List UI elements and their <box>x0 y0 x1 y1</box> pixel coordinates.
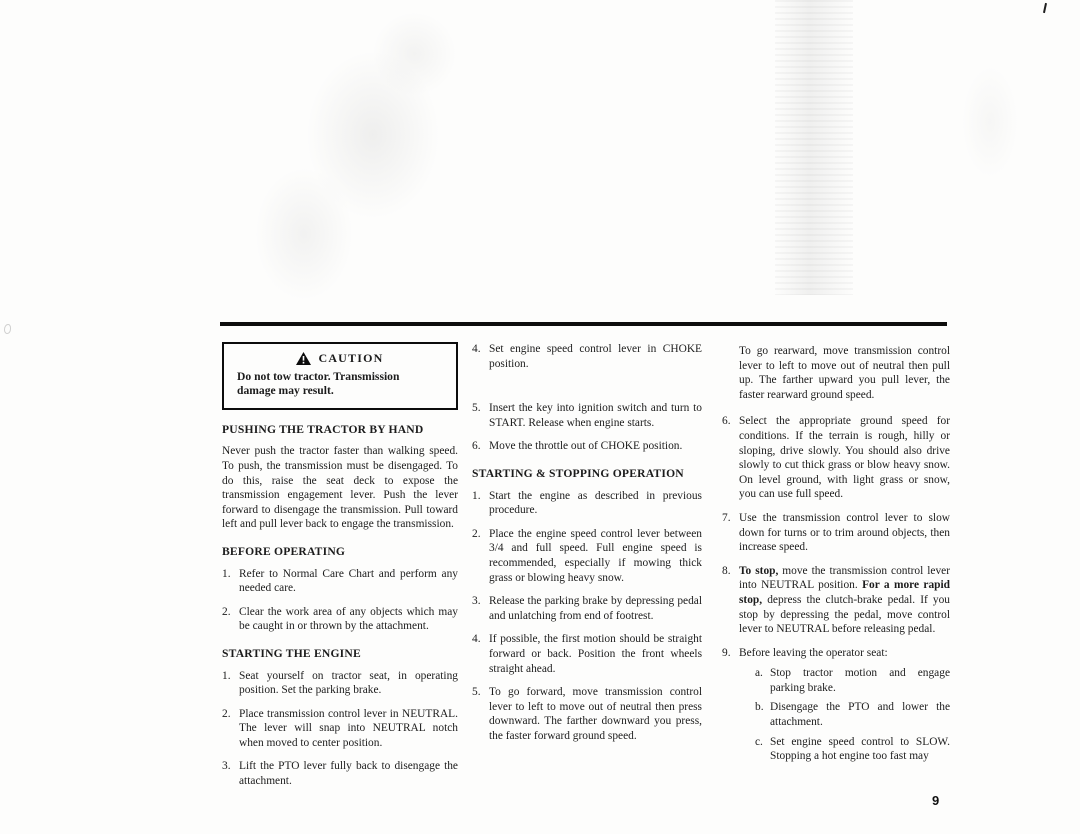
item-text: Insert the key into ignition switch and turn to START. Release when engine starts. <box>489 402 702 429</box>
list-item <box>222 669 458 698</box>
item-text: If possible, the first motion should be straight forward or back. Position the front wheels straight ahead. <box>489 633 702 675</box>
item-text: To go forward, move transmission control lever to left to move out of neutral then press downward. The farther downward you press, the faster forward ground speed. <box>489 686 702 742</box>
item-text <box>739 565 950 635</box>
item-text: Select the appropriate ground speed for conditions. If the terrain is rough, hilly or sloping, drive slowly. You should also drive slowly to cut thick grass or blow heavy snow. On level ground, with light grass or snow, you can use full speed. <box>739 415 950 501</box>
section-heading-before-operating: BEFORE OPERATING <box>222 544 346 558</box>
item-number: 4. <box>472 343 481 355</box>
list-item <box>222 605 458 634</box>
list-item <box>222 759 458 788</box>
caution-title-row <box>237 351 443 366</box>
page-number: 9 <box>932 793 940 808</box>
item-text: Set engine speed control to SLOW. Stopping a hot engine too fast may <box>770 735 950 763</box>
list-item <box>472 685 702 743</box>
list-item <box>722 511 950 555</box>
item-number: 4. <box>472 633 481 646</box>
section-heading-starting-engine: STARTING THE ENGINE <box>222 646 361 660</box>
item-text: Set engine speed control lever in CHOKE position. <box>489 343 702 370</box>
rearward-paragraph: To go rearward, move transmission control lever to left to move out of neutral then pull up. The farther upward you pull lever, the faster rearward ground speed. <box>739 345 950 401</box>
item-text: Seat yourself on tractor seat, in operating position. Set the parking brake. <box>239 669 458 697</box>
item-text: Before leaving the operator seat: <box>739 646 888 659</box>
item-number: 1. <box>222 567 231 580</box>
scan-artifact-right-streak <box>950 50 1030 230</box>
caution-line-2: damage may result. <box>237 384 334 398</box>
item-number: 7. <box>722 511 731 524</box>
list-item <box>222 567 458 596</box>
list-item <box>472 489 702 518</box>
caution-text <box>237 370 443 399</box>
list-item <box>722 564 950 637</box>
item-text: Clear the work area of any objects which may be caught in or thrown by the attachment. <box>239 605 458 633</box>
list-item <box>472 527 702 585</box>
scan-artifact-top-center <box>235 0 465 300</box>
item-letter: c. <box>755 735 763 748</box>
column-right <box>722 344 950 770</box>
item-text: Place transmission control lever in NEUTRAL. The lever will snap into NEUTRAL notch when moved to center position. <box>239 707 458 749</box>
section-heading-pushing-tractor: PUSHING THE TRACTOR BY HAND <box>222 422 424 436</box>
list-item <box>472 594 702 623</box>
pushing-tractor-paragraph: Never push the tractor faster than walking speed. To push, the transmission must be disengaged. To do this, raise the seat deck to expose the transmission engagement lever. Push the lever forward to disengage the transmission. Pull toward left and pull lever back to engage the transmission. <box>222 445 458 531</box>
item-number: 3. <box>222 760 231 773</box>
sub-list <box>755 666 950 764</box>
item-text: Start the engine as described in previous procedure. <box>489 489 702 517</box>
item-text: Refer to Normal Care Chart and perform any needed care. <box>239 567 458 595</box>
item-text: Disengage the PTO and lower the attachment. <box>770 701 950 729</box>
list-item <box>722 414 950 502</box>
item-text-bold: For a more rapid stop, <box>739 579 950 606</box>
list-item <box>472 439 702 454</box>
item-text-segment: depress the clutch-brake pedal. If you stop by depressing the pedal, move control lever to NEUTRAL before releasing pedal. <box>739 593 950 636</box>
column-middle <box>472 342 702 752</box>
item-text: Release the parking brake by depressing pedal and unlatching from end of footrest. <box>489 595 702 622</box>
warning-icon <box>296 352 311 365</box>
item-number: 6. <box>472 440 481 453</box>
item-number: 5. <box>472 686 481 699</box>
caution-box <box>222 342 458 410</box>
item-text: Use the transmission control lever to slow down for turns or to trim around objects, then increase speed. <box>739 511 950 554</box>
caution-line-1: Do not tow tractor. Transmission <box>237 369 400 383</box>
item-text: Lift the PTO lever fully back to disengage the attachment. <box>239 760 458 788</box>
item-number: 5. <box>472 402 481 415</box>
column-left <box>222 342 458 798</box>
item-number: 2. <box>222 605 231 618</box>
item-number: 2. <box>472 527 481 540</box>
sub-list-item <box>755 700 950 729</box>
item-number: 3. <box>472 595 481 608</box>
item-number: 1. <box>472 489 481 502</box>
list-item <box>222 707 458 751</box>
item-text-segment: move the transmission control lever into NEUTRAL position. <box>739 564 951 592</box>
list-item <box>472 632 702 676</box>
scan-mark-left-edge <box>4 324 11 334</box>
top-rule <box>220 322 947 326</box>
scan-artifact-top-right-band <box>775 0 853 295</box>
scan-mark-top-right <box>1043 3 1047 13</box>
section-heading-starting-stopping: STARTING & STOPPING OPERATION <box>472 466 684 480</box>
list-item <box>472 401 702 430</box>
item-number: 2. <box>222 707 231 720</box>
item-number: 8. <box>722 564 731 577</box>
item-number: 6. <box>722 415 731 428</box>
item-number: 9. <box>722 646 731 659</box>
item-text: Place the engine speed control lever between 3/4 and full speed. Full engine speed is recommended, especially if mowing thick grass or blowing heavy snow. <box>489 527 702 584</box>
item-text-bold: To stop, <box>739 564 779 577</box>
list-item <box>472 342 702 371</box>
item-number: 1. <box>222 669 231 682</box>
item-text: Stop tractor motion and engage parking brake. <box>770 667 950 694</box>
item-text: Move the throttle out of CHOKE position. <box>489 440 683 453</box>
item-letter: a. <box>755 667 763 680</box>
item-letter: b. <box>755 701 764 714</box>
caution-title: CAUTION <box>318 351 384 365</box>
sub-list-item <box>755 735 950 764</box>
sub-list-item <box>755 666 950 695</box>
list-item <box>722 646 950 764</box>
